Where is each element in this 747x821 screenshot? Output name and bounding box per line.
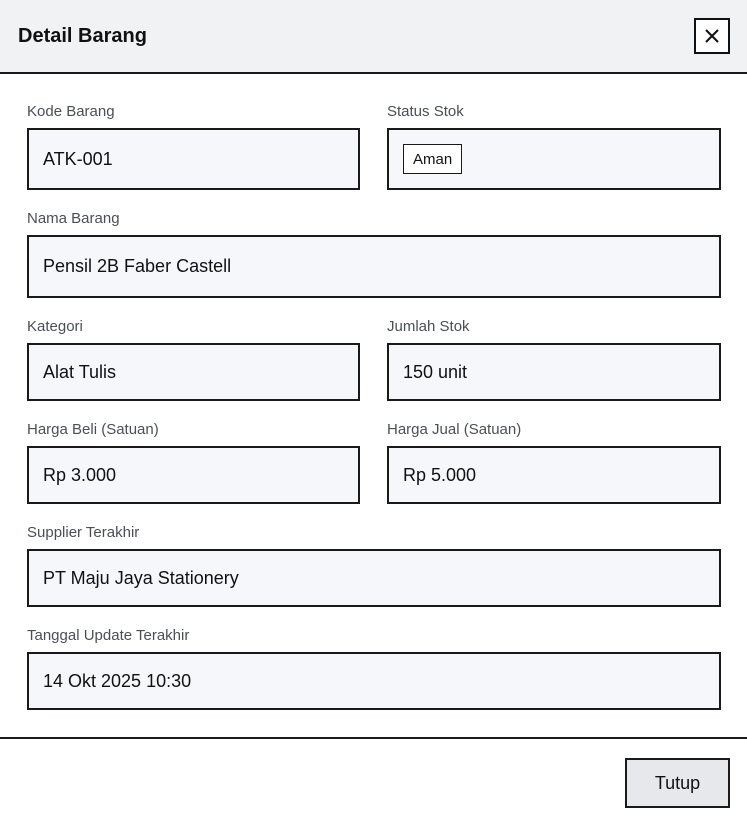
harga-jual-field	[387, 446, 721, 504]
tanggal-update-value: 14 Okt 2025 10:30	[43, 670, 192, 691]
status-badge: Aman	[403, 144, 462, 174]
harga-jual-value: Rp 5.000	[403, 464, 477, 485]
harga-beli-field	[27, 446, 360, 504]
supplier-field	[27, 549, 721, 607]
kategori-label: Kategori	[27, 318, 83, 335]
nama-barang-value: Pensil 2B Faber Castell	[43, 256, 232, 276]
jumlah-stok-value: 150 unit	[403, 361, 468, 382]
tanggal-update-label: Tanggal Update Terakhir	[27, 627, 190, 644]
kode-barang-field	[27, 128, 360, 190]
tutup-button[interactable]: Tutup	[625, 758, 730, 808]
kode-barang-value: ATK-001	[43, 148, 113, 169]
dialog-header	[0, 0, 747, 74]
harga-jual-label: Harga Jual (Satuan)	[387, 421, 522, 438]
nama-barang-label: Nama Barang	[27, 210, 120, 227]
jumlah-stok-label: Jumlah Stok	[387, 318, 470, 335]
dialog-footer	[0, 737, 747, 821]
close-icon	[704, 28, 720, 44]
kode-barang-label: Kode Barang	[27, 103, 115, 120]
kategori-value: Alat Tulis	[43, 361, 117, 382]
status-stok-field	[387, 128, 721, 190]
supplier-value: PT Maju Jaya Stationery	[43, 567, 239, 588]
status-stok-label: Status Stok	[387, 103, 464, 120]
nama-barang-field	[27, 235, 721, 298]
supplier-label: Supplier Terakhir	[27, 524, 140, 541]
harga-beli-label: Harga Beli (Satuan)	[27, 421, 159, 438]
tanggal-update-field	[27, 652, 721, 710]
dialog-title: Detail Barang	[18, 25, 147, 47]
jumlah-stok-field	[387, 343, 721, 401]
kategori-field	[27, 343, 360, 401]
harga-beli-value: Rp 3.000	[43, 464, 117, 485]
close-button[interactable]	[694, 18, 730, 54]
